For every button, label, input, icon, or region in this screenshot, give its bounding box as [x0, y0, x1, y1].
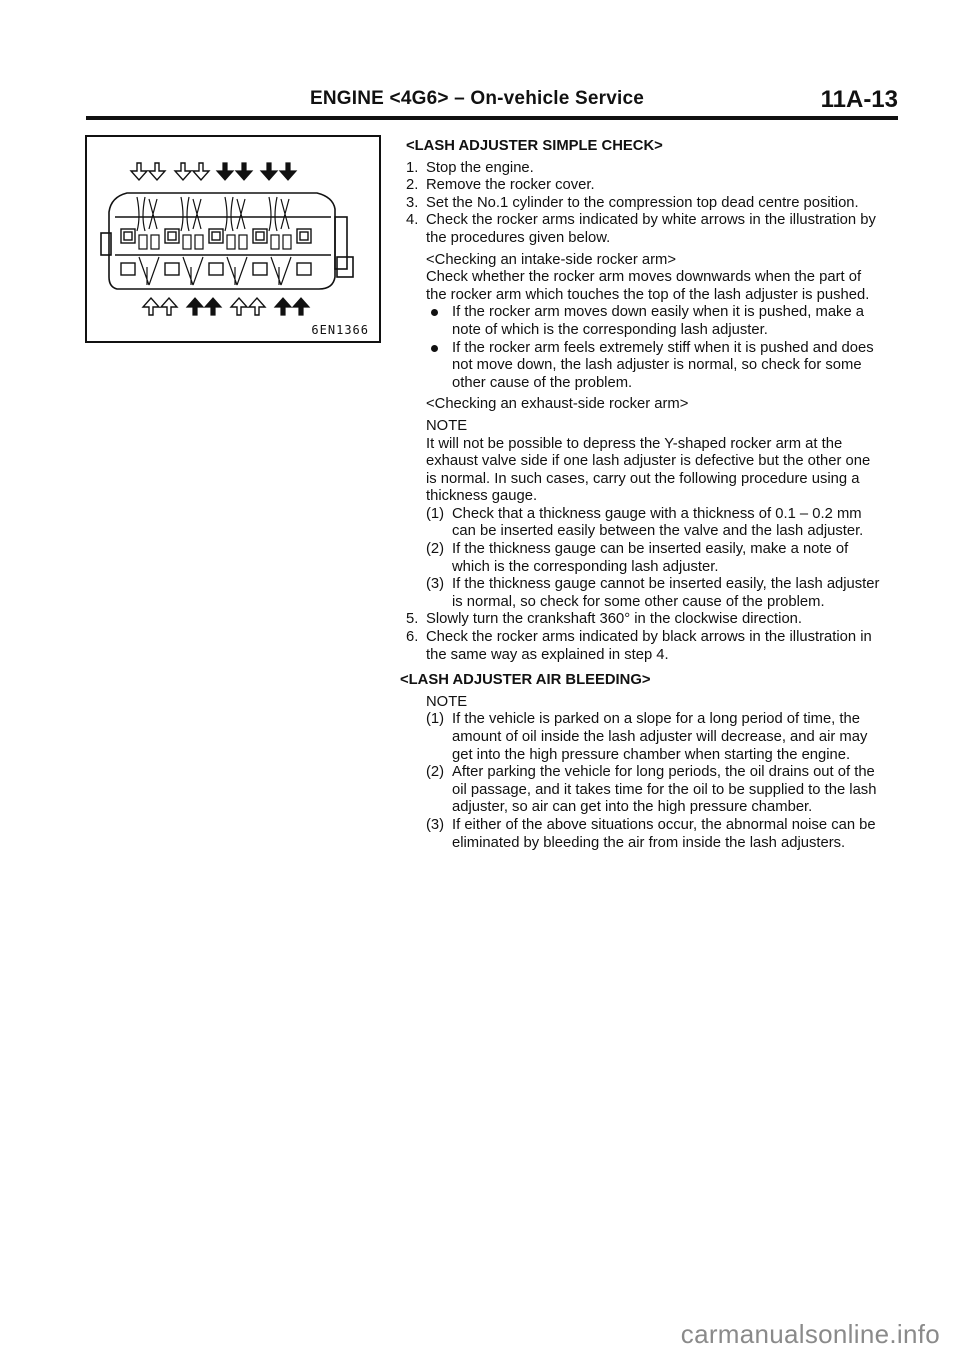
exhaust-substep: (1) Check that a thickness gauge with a thickness of 0.1 – 0.2 mm can be inserted easily between the valve and the lash adjuster.: [426, 505, 864, 540]
exhaust-substep: (3) If the thickness gauge cannot be inserted easily, the lash adjuster is normal, so check for some other cause of the problem.: [426, 576, 880, 610]
step-5: 5. Slowly turn the crankshaft 360° in the clockwise direction.: [406, 611, 803, 628]
step-1: 1. Stop the engine.: [406, 159, 534, 176]
white-arrow-up-icon: [249, 298, 265, 315]
exhaust-substep: (2) If the thickness gauge can be inserted easily, make a note of which is the corresponding lash adjuster.: [426, 541, 849, 575]
bottom-white-arrows: [143, 298, 265, 315]
cylinder-head-illustration: [87, 137, 379, 341]
page-number: 11A-13: [820, 86, 898, 113]
page-header: [86, 86, 898, 116]
intake-text: Check whether the rocker arm moves downwards when the part of the rocker arm which touches the top of the lash adjuster is pushed.: [426, 269, 870, 303]
watermark: carmanualsonline.info: [680, 1319, 940, 1349]
step-6: 6. Check the rocker arms indicated by black arrows in the illustration in the same way as explained in step 4.: [406, 629, 872, 663]
step-3: 3. Set the No.1 cylinder to the compression top dead centre position.: [406, 194, 859, 211]
white-arrow-up-icon: [143, 298, 159, 315]
body-text: [400, 138, 880, 852]
note-label: NOTE: [426, 693, 468, 710]
air-bleeding-note: [406, 694, 880, 852]
exhaust-note-text: It will not be possible to depress the Y-shaped rocker arm at the exhaust valve side if one lash adjuster is defective but the other one is normal. In such cases, carry out the following procedure using a thickness gauge.: [426, 435, 871, 505]
section-heading-air-bleeding: <LASH ADJUSTER AIR BLEEDING>: [400, 672, 651, 689]
bottom-black-arrows: [187, 298, 309, 315]
intake-bullet: If the rocker arm moves down easily when it is pushed, make a note of which is the corresponding lash adjuster.: [426, 304, 880, 339]
black-arrow-down-icon: [236, 163, 252, 180]
white-arrow-down-icon: [193, 163, 209, 180]
black-arrow-up-icon: [293, 298, 309, 315]
section-heading-simple-check: <LASH ADJUSTER SIMPLE CHECK>: [406, 138, 663, 154]
header-rule: [86, 116, 898, 120]
step-2: 2. Remove the rocker cover.: [406, 177, 595, 194]
air-bleeding-item: (1) If the vehicle is parked on a slope for a long period of time, the amount of oil inside the lash adjuster will decrease, and air may get into the high pressure chamber when starting the engine.: [426, 711, 868, 763]
engine-figure: [85, 135, 381, 343]
exhaust-heading: <Checking an exhaust-side rocker arm>: [426, 396, 689, 413]
black-arrow-down-icon: [261, 163, 277, 180]
white-arrow-up-icon: [231, 298, 247, 315]
intake-heading: <Checking an intake-side rocker arm>: [426, 251, 677, 268]
white-arrow-down-icon: [131, 163, 147, 180]
white-arrow-down-icon: [149, 163, 165, 180]
black-arrow-down-icon: [280, 163, 296, 180]
air-bleeding-item: (3) If either of the above situations occur, the abnormal noise can be eliminated by bleeding the air from inside the lash adjusters.: [426, 816, 876, 851]
intake-check: [406, 252, 880, 612]
white-arrow-up-icon: [161, 298, 177, 315]
black-arrow-up-icon: [205, 298, 221, 315]
air-bleeding-item: (2) After parking the vehicle for long periods, the oil drains out of the oil passage, and it takes time for the oil to be supplied to the lash adjuster, so air can get into the high pressure chamber.: [426, 764, 877, 816]
white-arrow-down-icon: [175, 163, 191, 180]
intake-bullet: If the rocker arm feels extremely stiff when it is pushed and does not move down, the lash adjuster is normal, so check for some other cause of the problem.: [426, 340, 880, 393]
figure-code: 6EN1366: [311, 323, 369, 337]
black-arrow-up-icon: [187, 298, 203, 315]
top-black-arrows: [217, 163, 296, 180]
black-arrow-down-icon: [217, 163, 233, 180]
black-arrow-up-icon: [275, 298, 291, 315]
top-arrows: [131, 163, 209, 180]
note-label: NOTE: [426, 417, 468, 434]
step-4: 4. Check the rocker arms indicated by white arrows in the illustration by the procedures given below.: [406, 212, 876, 246]
page-title: ENGINE <4G6> – On-vehicle Service: [310, 88, 644, 109]
